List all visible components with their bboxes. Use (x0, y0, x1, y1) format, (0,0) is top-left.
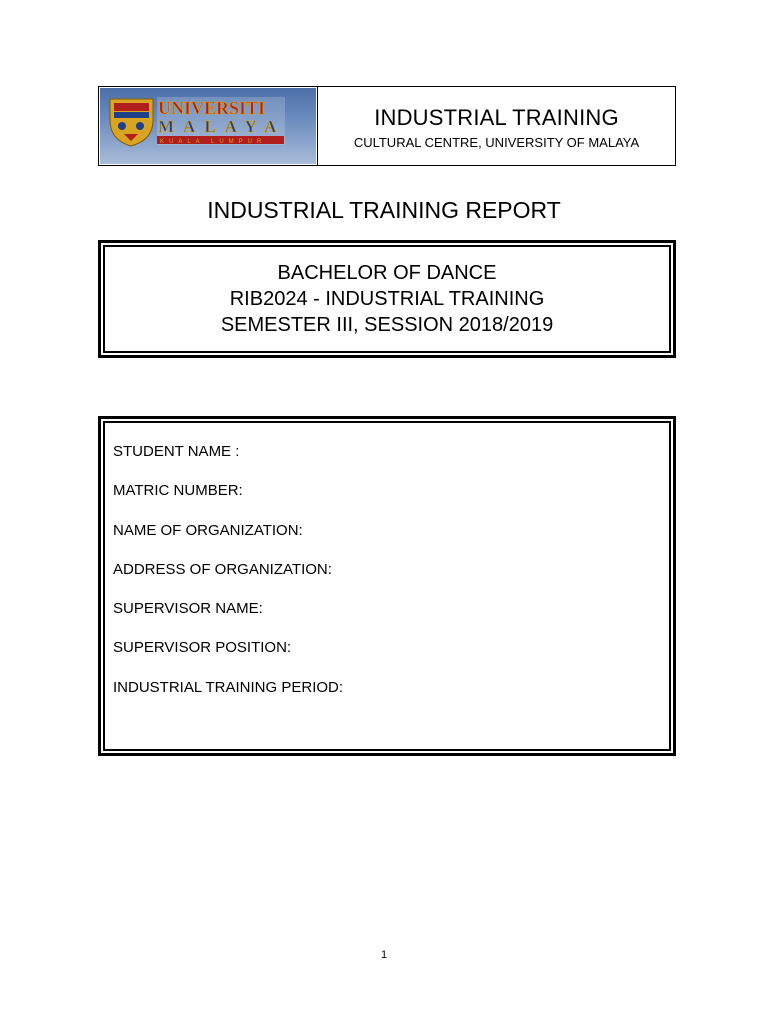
program-degree: BACHELOR OF DANCE (277, 262, 497, 284)
field-supervisor-position: SUPERVISOR POSITION: (113, 639, 292, 657)
svg-text:KUALA LUMPUR: KUALA LUMPUR (160, 139, 267, 145)
field-student-name: STUDENT NAME : (113, 443, 240, 460)
university-logo (100, 88, 316, 164)
field-organization-address: ADDRESS OF ORGANIZATION: (113, 560, 332, 578)
page-number: 1 (380, 949, 388, 961)
field-training-period: INDUSTRIAL TRAINING PERIOD: (113, 678, 344, 696)
field-matric-number: MATRIC NUMBER: (113, 482, 243, 500)
header-subtitle: CULTURAL CENTRE, UNIVERSITY OF MALAYA (353, 135, 640, 150)
svg-text:UNIVERSITI: UNIVERSITI (158, 98, 266, 118)
report-title: INDUSTRIAL TRAINING REPORT (207, 197, 561, 223)
header-table (98, 86, 676, 166)
university-crest-icon (100, 88, 316, 164)
program-box-inner (103, 245, 671, 353)
logo-cell (99, 87, 318, 165)
program-box (98, 240, 676, 358)
field-supervisor-name: SUPERVISOR NAME: (113, 600, 263, 618)
header-title-cell (318, 87, 675, 165)
header-title: INDUSTRIAL TRAINING (374, 105, 619, 130)
program-semester: SEMESTER III, SESSION 2018/2019 (220, 314, 554, 336)
program-course: RIB2024 - INDUSTRIAL TRAINING (229, 288, 545, 310)
svg-text:MALAYA: MALAYA (158, 117, 286, 136)
field-organization-name: NAME OF ORGANIZATION: (113, 521, 303, 539)
student-details-box (98, 416, 676, 756)
student-details-inner (103, 421, 671, 751)
